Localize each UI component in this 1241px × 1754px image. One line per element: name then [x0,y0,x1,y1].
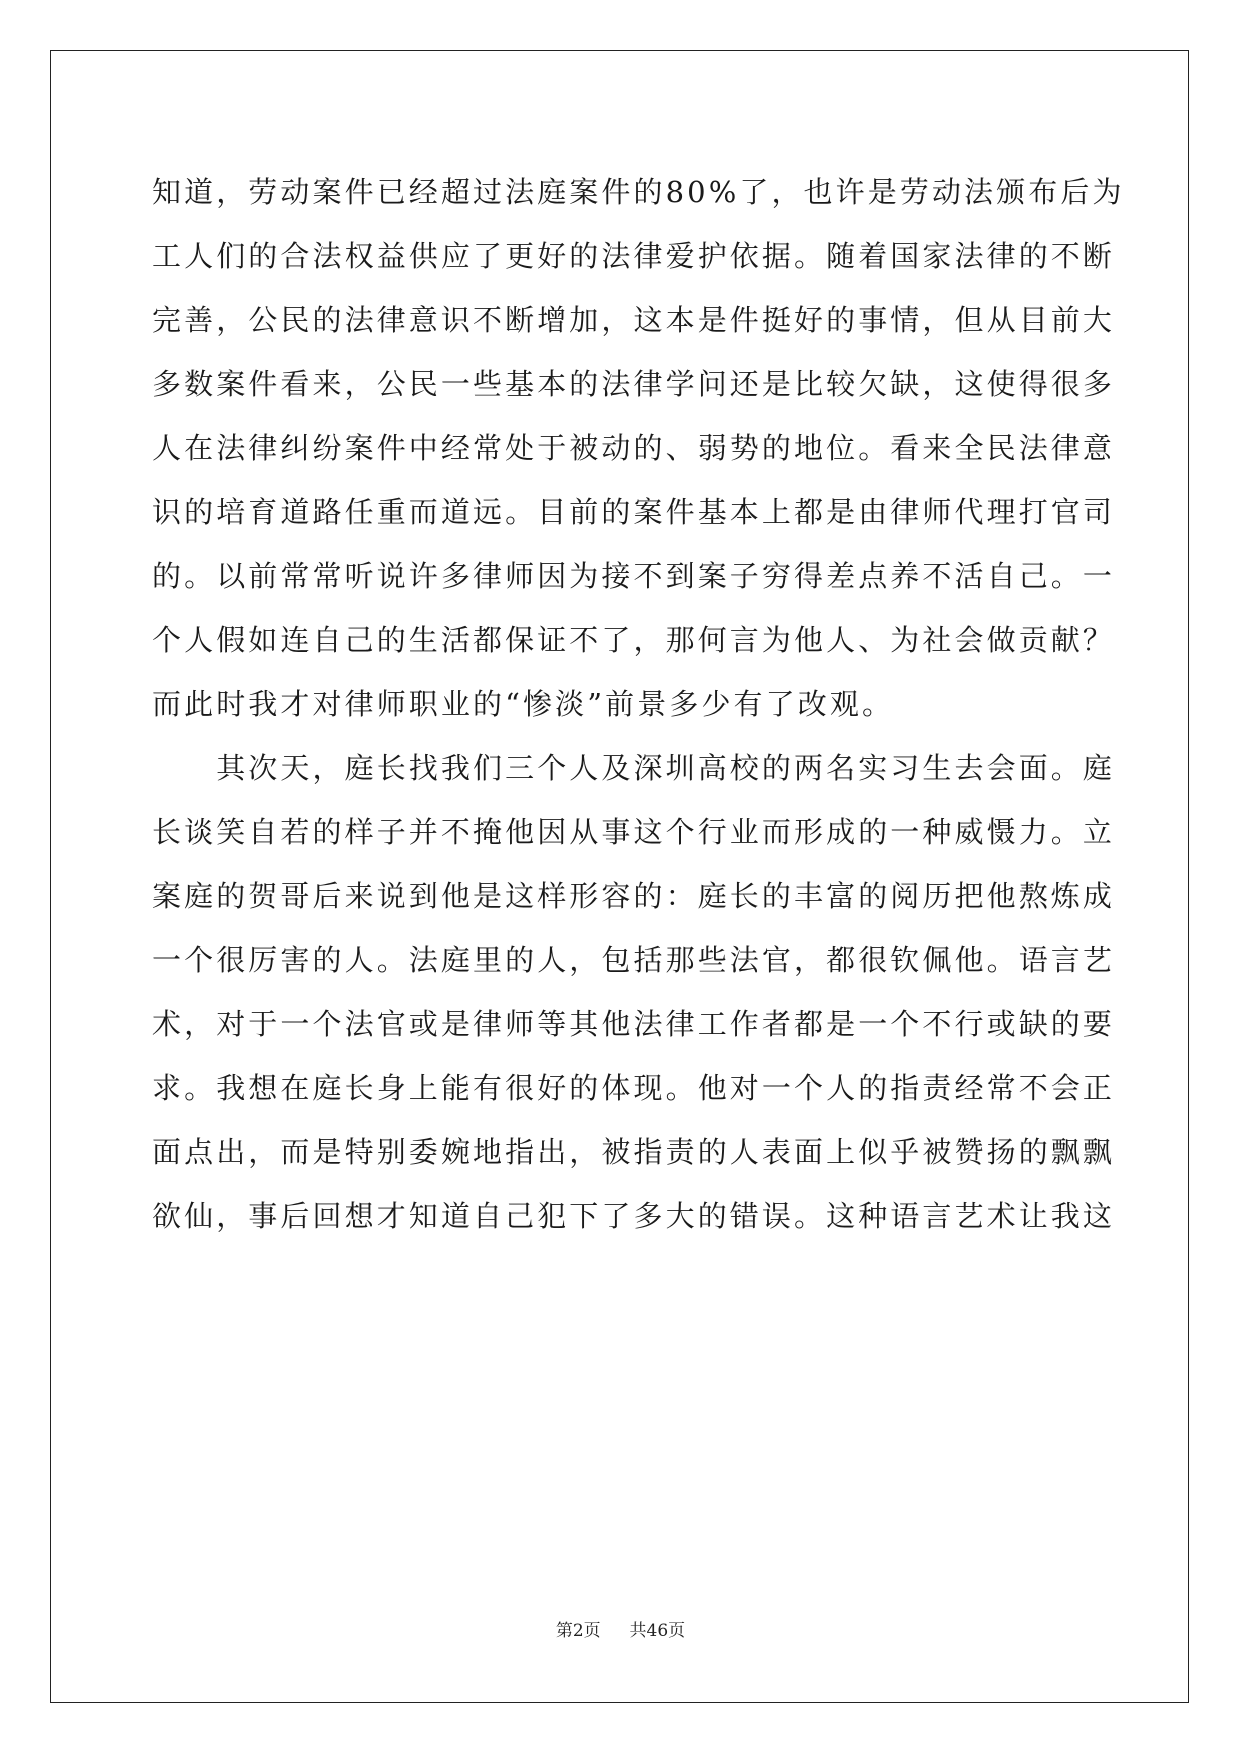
text-line-12: 案庭的贺哥后来说到他是这样形容的：庭长的丰富的阅历把他熬炼成 [152,879,1116,913]
total-pages: 共46页 [629,1621,686,1641]
text-line-17: 欲仙，事后回想才知道自己犯下了多大的错误。这种语言艺术让我这 [152,1199,1116,1233]
document-body [152,160,1125,1248]
page-footer [0,1616,1241,1641]
text-line-10: 其次天，庭长找我们三个人及深圳高校的两名实习生去会面。庭 [152,751,1116,785]
page-number: 第2页 [555,1621,601,1641]
text-line-5: 人在法律纠纷案件中经常处于被动的、弱势的地位。看来全民法律意 [152,431,1116,465]
text-line-7: 的。以前常常听说许多律师因为接不到案子穷得差点养不活自己。一 [152,559,1116,593]
text-line-2: 工人们的合法权益供应了更好的法律爱护依据。随着国家法律的不断 [152,239,1116,273]
text-line-3: 完善，公民的法律意识不断增加，这本是件挺好的事情，但从目前大 [152,303,1116,337]
text-line-9: 而此时我才对律师职业的“惨淡”前景多少有了改观。 [152,687,895,721]
text-line-1: 知道，劳动案件已经超过法庭案件的80%了，也许是劳动法颁布后为 [152,175,1125,209]
text-line-6: 识的培育道路任重而道远。目前的案件基本上都是由律师代理打官司 [152,495,1116,529]
text-line-15: 求。我想在庭长身上能有很好的体现。他对一个人的指责经常不会正 [152,1071,1116,1105]
text-line-16: 面点出，而是特别委婉地指出，被指责的人表面上似乎被赞扬的飘飘 [152,1135,1116,1169]
text-line-11: 长谈笑自若的样子并不掩他因从事这个行业而形成的一种威慑力。立 [152,815,1116,849]
text-line-13: 一个很厉害的人。法庭里的人，包括那些法官，都很钦佩他。语言艺 [152,943,1116,977]
text-line-14: 术，对于一个法官或是律师等其他法律工作者都是一个不行或缺的要 [152,1007,1116,1041]
text-line-8: 个人假如连自己的生活都保证不了，那何言为他人、为社会做贡献？ [152,623,1116,657]
text-line-4: 多数案件看来，公民一些基本的法律学问还是比较欠缺，这使得很多 [152,367,1116,401]
